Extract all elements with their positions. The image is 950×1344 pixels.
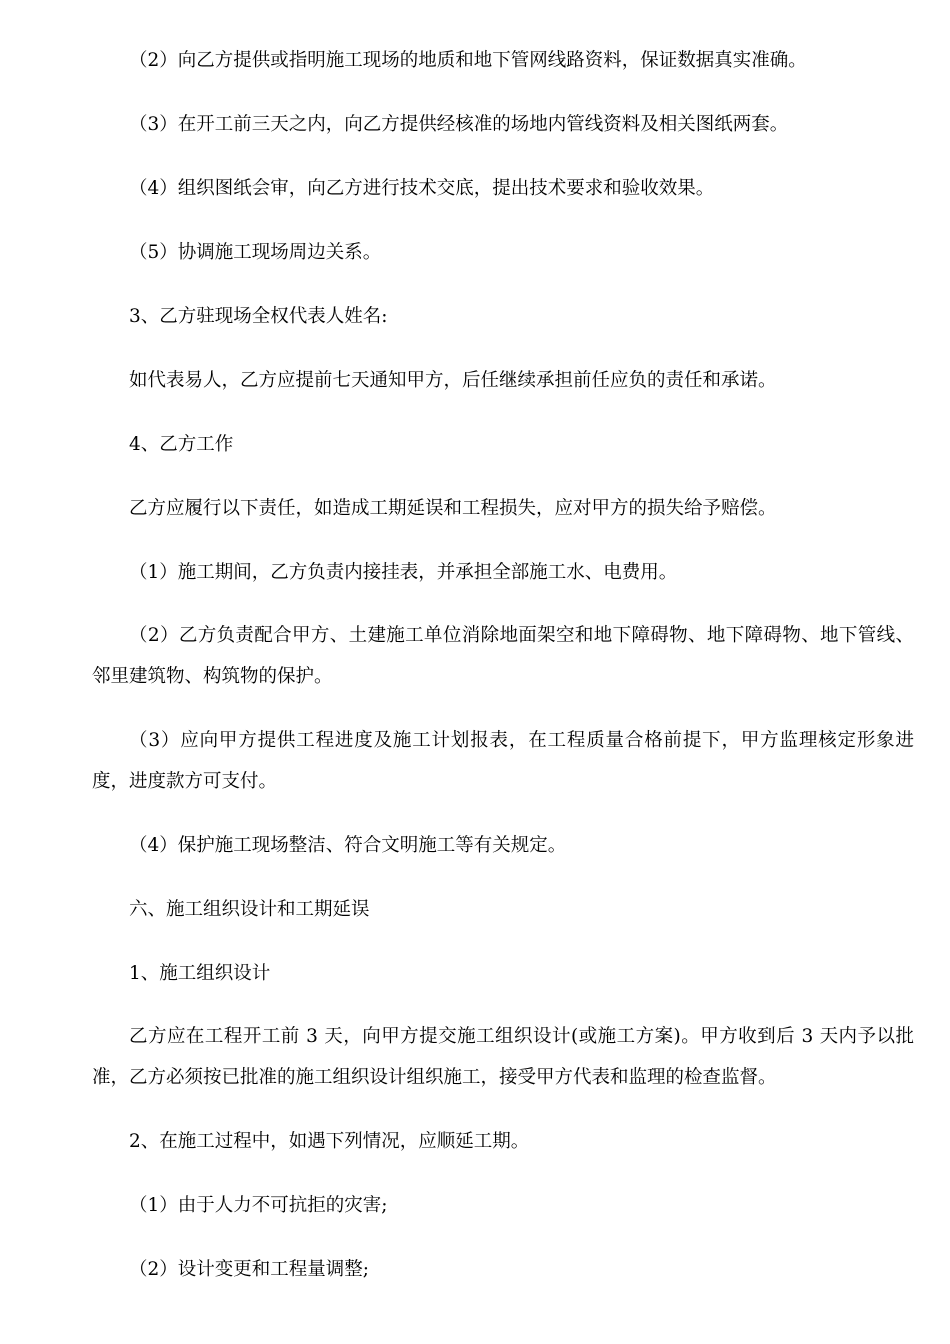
section-heading-construction-design: 六、施工组织设计和工期延误 bbox=[129, 899, 370, 920]
paragraph-party-b-duty-3: （3）应向甲方提供工程进度及施工计划报表，在工程质量合格前提下，甲方监理核定形象进度，进度款方可支付。 bbox=[92, 730, 914, 792]
heading-party-b-work: 4、乙方工作 bbox=[129, 434, 234, 455]
list-item-force-majeure: （1）由于人力不可抗拒的灾害; bbox=[129, 1195, 388, 1216]
paragraph-party-b-duty-2: （2）乙方负责配合甲方、土建施工单位消除地面架空和地下障碍物、地下障碍物、地下管线、邻里建筑物、构筑物的保护。 bbox=[92, 625, 914, 687]
subheading-schedule-extension: 2、在施工过程中，如遇下列情况，应顺延工期。 bbox=[129, 1131, 530, 1152]
list-item-design-change: （2）设计变更和工程量调整; bbox=[129, 1259, 370, 1280]
paragraph-construction-design-submission: 乙方应在工程开工前 3 天，向甲方提交施工组织设计(或施工方案)。甲方收到后 3 天内予以批准，乙方必须按已批准的施工组织设计组织施工，接受甲方代表和监理的检查监督。 bbox=[92, 1026, 914, 1088]
paragraph-party-a-duty-4: （4）组织图纸会审，向乙方进行技术交底，提出技术要求和验收效果。 bbox=[129, 178, 715, 199]
paragraph-party-a-duty-5: （5）协调施工现场周边关系。 bbox=[129, 242, 382, 263]
subheading-construction-design: 1、施工组织设计 bbox=[129, 963, 271, 984]
paragraph-party-b-duty-4: （4）保护施工现场整洁、符合文明施工等有关规定。 bbox=[129, 835, 567, 856]
paragraph-party-b-responsibility: 乙方应履行以下责任，如造成工期延误和工程损失，应对甲方的损失给予赔偿。 bbox=[129, 498, 777, 519]
paragraph-party-a-duty-3: （3）在开工前三天之内，向乙方提供经核准的场地内管线资料及相关图纸两套。 bbox=[129, 114, 789, 135]
paragraph-party-a-duty-2: （2）向乙方提供或指明施工现场的地质和地下管网线路资料，保证数据真实准确。 bbox=[129, 50, 807, 71]
paragraph-representative-change: 如代表易人，乙方应提前七天通知甲方，后任继续承担前任应负的责任和承诺。 bbox=[129, 370, 777, 391]
heading-party-b-representative: 3、乙方驻现场全权代表人姓名: bbox=[129, 306, 388, 327]
paragraph-party-b-duty-1: （1）施工期间，乙方负责内接挂表，并承担全部施工水、电费用。 bbox=[129, 562, 678, 583]
